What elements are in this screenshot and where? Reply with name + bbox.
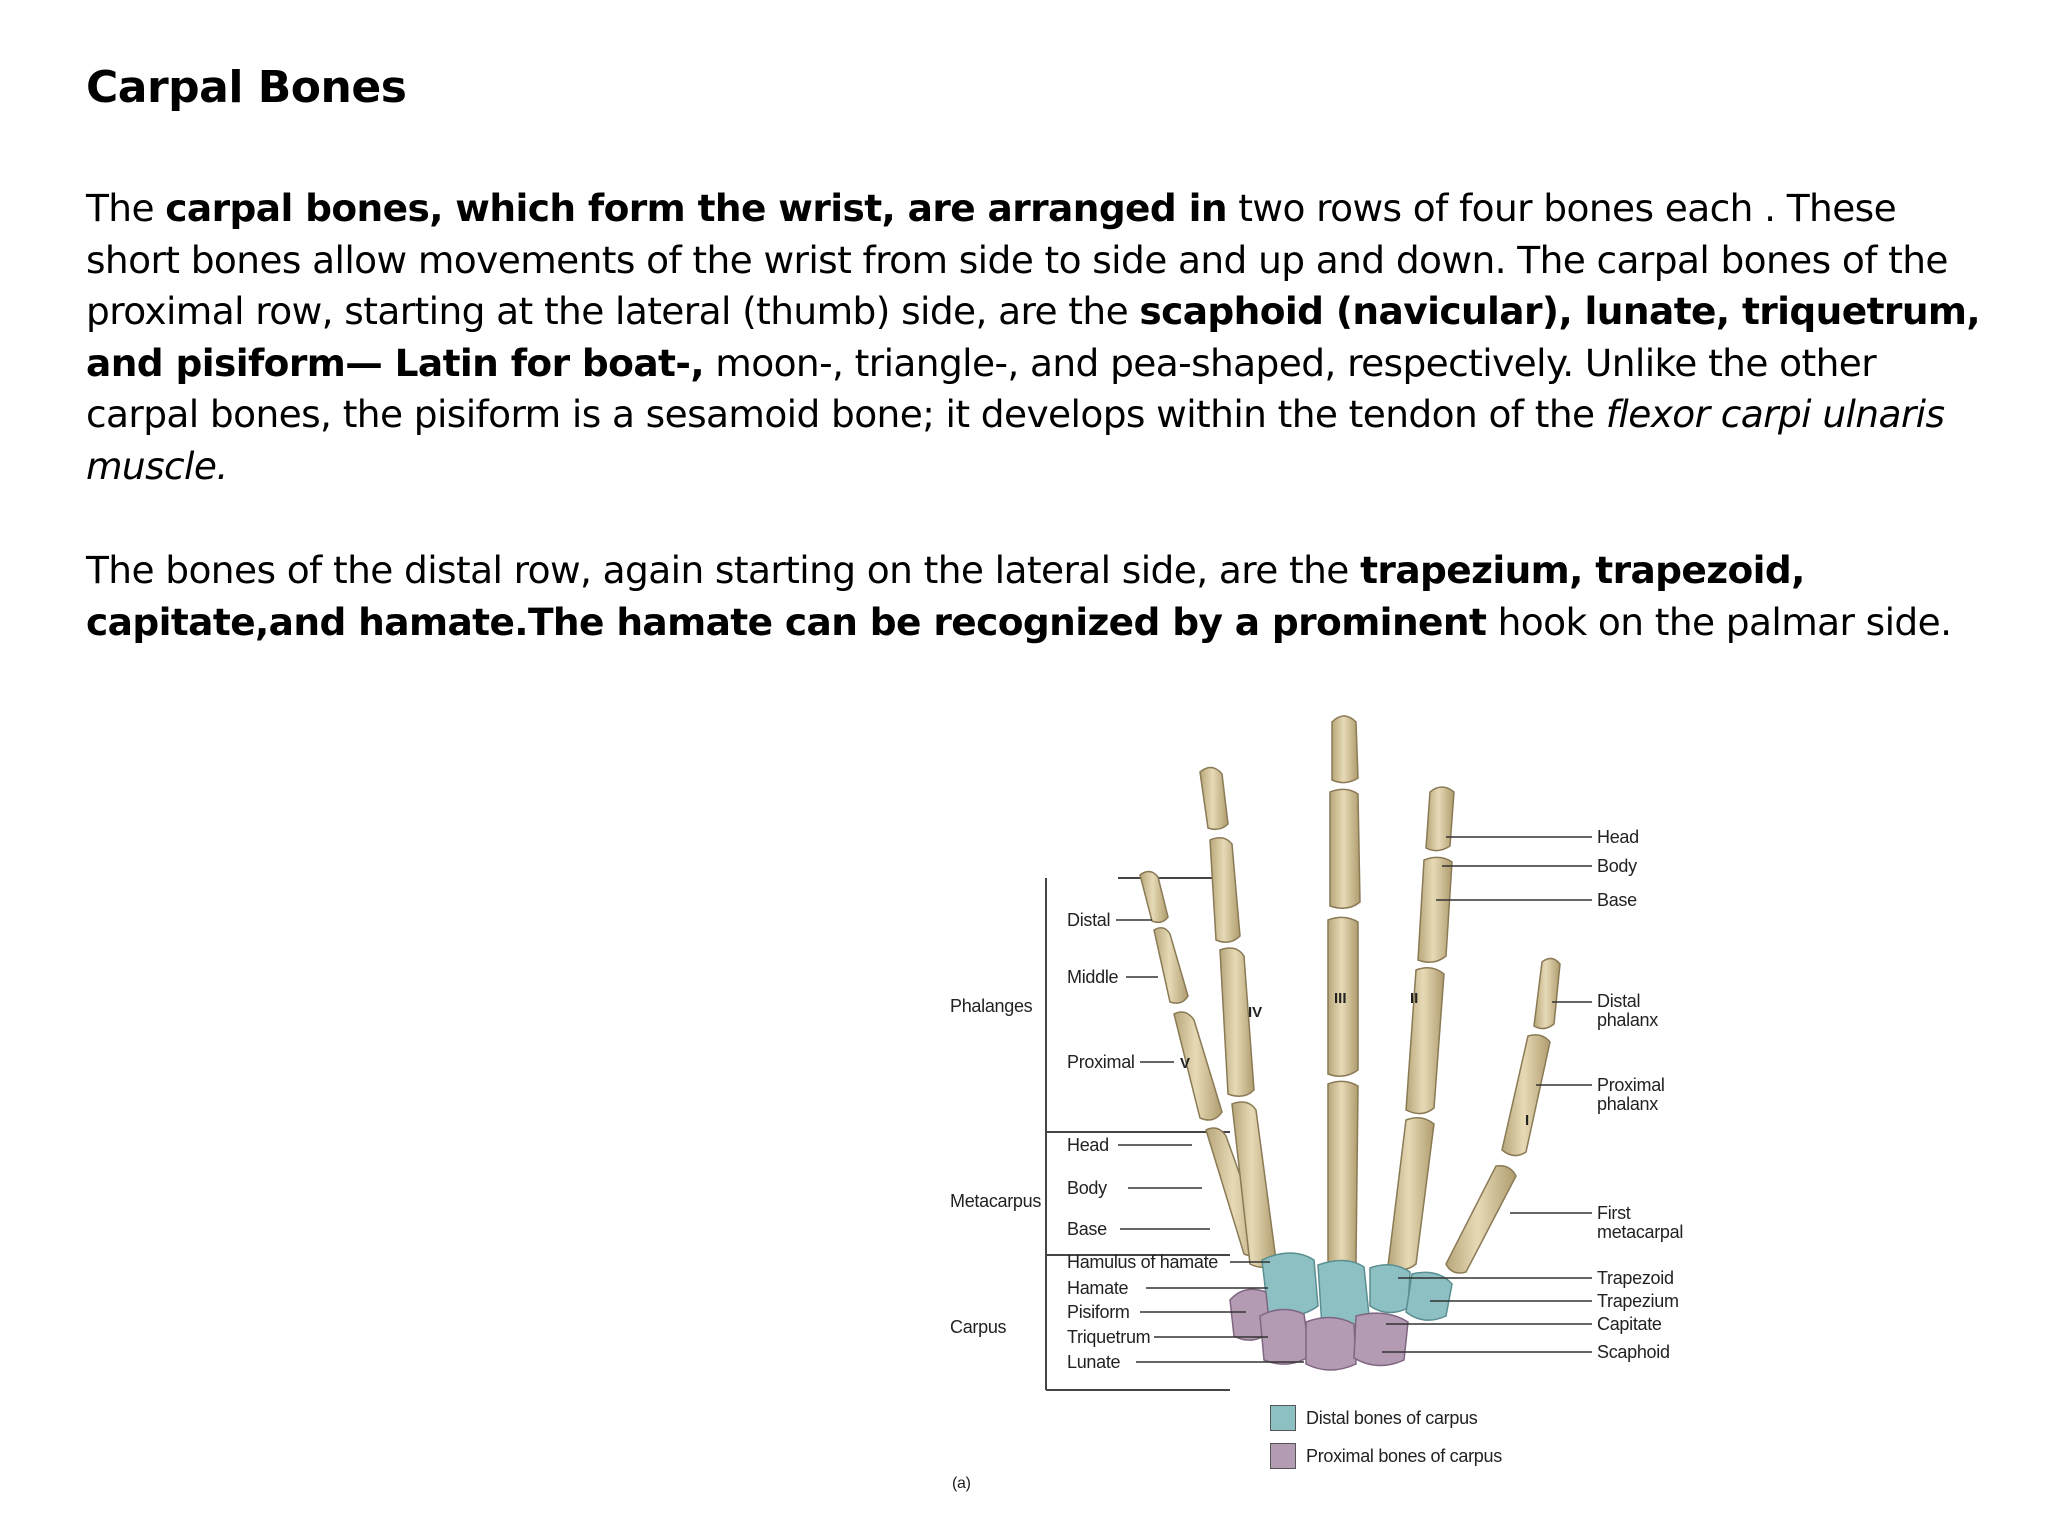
trapezoid-bone: [1370, 1265, 1410, 1313]
label-triquetrum: Triquetrum: [1067, 1327, 1151, 1347]
p1-text-3: moon-, triangle-, and pea-shaped, respectively. Unlike the other carpal bones, the pisiform is a sesamoid bone; it develops within the tendon of the: [86, 340, 1877, 436]
group-label-metacarpus: Metacarpus: [950, 1191, 1042, 1211]
label-metacarpal-head: Head: [1067, 1135, 1109, 1155]
scaphoid-bone: [1354, 1313, 1408, 1365]
page-title: Carpal Bones: [86, 62, 407, 113]
legend-label-proximal: Proximal bones of carpus: [1306, 1446, 1502, 1466]
p1-text-1: The: [86, 186, 166, 230]
label-proximal-phalanx-right-1: Proximal: [1597, 1075, 1665, 1095]
label-distal-phalanx: Distal: [1067, 910, 1111, 930]
label-trapezium: Trapezium: [1597, 1291, 1679, 1311]
group-label-carpus: Carpus: [950, 1317, 1007, 1337]
label-right-head: Head: [1597, 827, 1639, 847]
digit-ii: [1388, 787, 1454, 1270]
panel-label: (a): [952, 1475, 971, 1492]
p1-text-2: two rows of four bones each . These short bones allow movements of the wrist from side to side and up and down. The carpal bones of the proximal row, starting at the lateral (thumb) side, are the: [86, 186, 1948, 333]
label-first-metacarpal-1: First: [1597, 1203, 1631, 1223]
label-metacarpal-body: Body: [1067, 1178, 1107, 1198]
digit-label-iv: IV: [1248, 1004, 1263, 1021]
intro-paragraph: [86, 183, 1986, 492]
label-right-body: Body: [1597, 856, 1637, 876]
legend-swatch-proximal: [1270, 1443, 1296, 1469]
label-proximal-phalanx-right-2: phalanx: [1597, 1094, 1658, 1114]
hamate-bone: [1262, 1253, 1318, 1316]
digit-label-v: V: [1180, 1055, 1191, 1072]
label-scaphoid: Scaphoid: [1597, 1342, 1670, 1362]
p1-italic-2: muscle.: [86, 443, 228, 488]
hand-skeleton-figure: [930, 700, 1750, 1500]
label-right-base: Base: [1597, 890, 1637, 910]
digit-label-ii: II: [1410, 990, 1419, 1007]
lunate-bone: [1306, 1317, 1356, 1370]
p1-bold-1: carpal bones, which form the wrist, are arranged in: [165, 186, 1227, 230]
group-label-phalanges: Phalanges: [950, 996, 1033, 1016]
p2-text-1: The bones of the distal row, again starting on the lateral side, are the: [86, 548, 1361, 592]
label-lunate: Lunate: [1067, 1352, 1121, 1372]
trapezium-bone: [1406, 1272, 1452, 1320]
digit-i: [1446, 958, 1560, 1273]
legend-swatch-distal: [1270, 1405, 1296, 1431]
digit-label-iii: III: [1334, 990, 1347, 1007]
p1-italic-1: flexor carpi ulnaris: [1605, 392, 1945, 436]
p2-bold-1: trapezium, trapezoid, capitate,and hamate.The hamate can be recognized by a prominent: [86, 548, 1805, 644]
distal-row-paragraph: [86, 545, 1986, 648]
label-capitate: Capitate: [1597, 1314, 1662, 1334]
label-middle-phalanx: Middle: [1067, 967, 1119, 987]
legend-label-distal: Distal bones of carpus: [1306, 1408, 1478, 1428]
label-trapezoid: Trapezoid: [1597, 1268, 1674, 1288]
p2-text-2: hook on the palmar side.: [1486, 599, 1952, 644]
label-distal-phalanx-right-2: phalanx: [1597, 1010, 1658, 1030]
label-hamulus-of-hamate: Hamulus of hamate: [1067, 1252, 1218, 1272]
label-distal-phalanx-right-1: Distal: [1597, 991, 1641, 1011]
label-proximal-phalanx: Proximal: [1067, 1052, 1135, 1072]
label-metacarpal-base: Base: [1067, 1219, 1107, 1239]
digit-label-i: I: [1525, 1112, 1530, 1129]
label-pisiform: Pisiform: [1067, 1302, 1130, 1322]
p1-bold-2: scaphoid (navicular), lunate, triquetrum, and pisiform— Latin for boat-,: [86, 289, 1981, 385]
label-hamate: Hamate: [1067, 1278, 1129, 1298]
label-first-metacarpal-2: metacarpal: [1597, 1222, 1684, 1242]
